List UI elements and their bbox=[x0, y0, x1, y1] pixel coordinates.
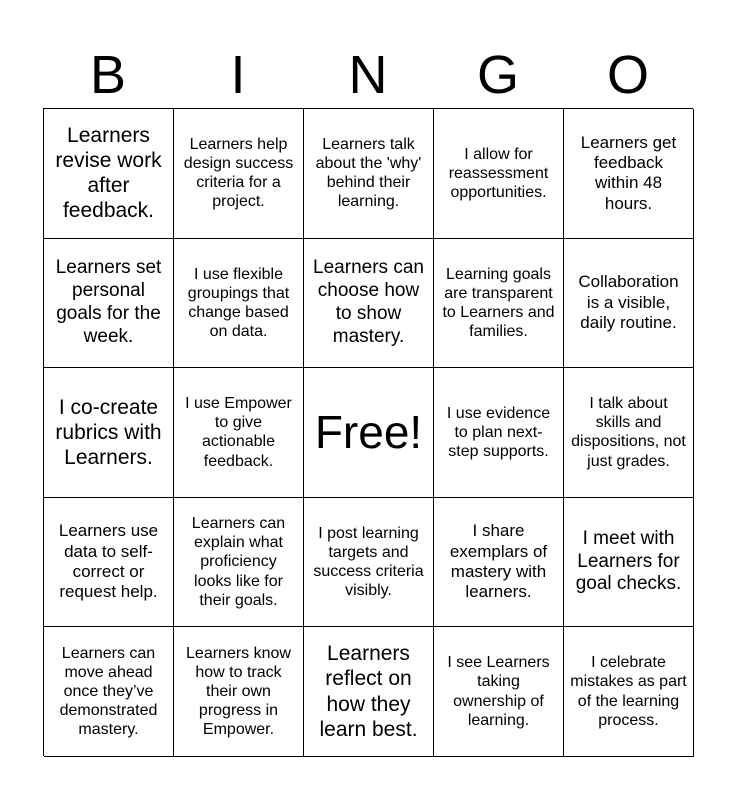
bingo-cell[interactable] bbox=[564, 627, 694, 757]
bingo-cell[interactable] bbox=[434, 239, 564, 369]
bingo-cell[interactable] bbox=[174, 368, 304, 498]
bingo-cell-text: Learners can choose how to show mastery. bbox=[313, 257, 424, 347]
bingo-cell[interactable] bbox=[434, 627, 564, 757]
header-letter-g: G bbox=[476, 45, 519, 105]
bingo-cell-text: I share exemplars of mastery with learners. bbox=[449, 521, 548, 602]
bingo-cell[interactable] bbox=[564, 109, 694, 239]
bingo-cell[interactable] bbox=[564, 368, 694, 498]
bingo-card-grid bbox=[43, 108, 693, 756]
bingo-cell-text: Learners set personal goals for the week. bbox=[55, 257, 162, 347]
bingo-cell-text: Learners help design success criteria for a project. bbox=[183, 135, 294, 211]
bingo-cell-text: I use evidence to plan next-step supports. bbox=[446, 404, 551, 461]
bingo-cell-text: Learners can move ahead once they’ve demonstrated mastery. bbox=[59, 644, 158, 739]
bingo-cell[interactable] bbox=[44, 498, 174, 628]
bingo-cell[interactable] bbox=[44, 368, 174, 498]
bingo-cell[interactable] bbox=[304, 109, 434, 239]
bingo-cell-text: I use Empower to give actionable feedback. bbox=[185, 395, 292, 470]
bingo-cell-text: Learners know how to track their own progress in Empower. bbox=[186, 644, 291, 739]
bingo-cell[interactable] bbox=[174, 109, 304, 239]
bingo-cell-text: I post learning targets and success criteria visibly. bbox=[313, 524, 424, 600]
bingo-cell[interactable] bbox=[44, 109, 174, 239]
bingo-cell-text: Learners talk about the 'why' behind their learning. bbox=[315, 135, 422, 211]
bingo-cell[interactable] bbox=[304, 239, 434, 369]
bingo-cell[interactable] bbox=[174, 627, 304, 757]
bingo-cell-text: Learners use data to self-correct or request help. bbox=[58, 521, 159, 602]
bingo-cell[interactable] bbox=[304, 627, 434, 757]
bingo-cell[interactable] bbox=[174, 239, 304, 369]
bingo-cell-text: Learning goals are transparent to Learners and families. bbox=[442, 265, 555, 341]
bingo-cell-text: Learners reflect on how they learn best. bbox=[319, 642, 418, 741]
bingo-cell-text: Learners revise work after feedback. bbox=[55, 123, 162, 223]
bingo-header bbox=[43, 42, 693, 108]
bingo-cell[interactable] bbox=[564, 498, 694, 628]
bingo-cell-text: Collaboration is a visible, daily routine. bbox=[578, 272, 679, 333]
header-letter-n: N bbox=[348, 45, 388, 105]
bingo-cell-text: I celebrate mistakes as part of the learning process. bbox=[570, 654, 687, 729]
bingo-cell[interactable] bbox=[44, 239, 174, 369]
bingo-cell-text: I co-create rubrics with Learners. bbox=[55, 395, 162, 470]
bingo-cell-text: I allow for reassessment opportunities. bbox=[448, 145, 549, 201]
bingo-cell[interactable] bbox=[564, 239, 694, 369]
bingo-cell[interactable] bbox=[434, 109, 564, 239]
bingo-cell[interactable] bbox=[304, 498, 434, 628]
header-letter-b: B bbox=[89, 45, 127, 105]
bingo-cell[interactable] bbox=[44, 627, 174, 757]
bingo-cell-text: I talk about skills and dispositions, not just grades. bbox=[571, 395, 686, 470]
header-letter-o: O bbox=[606, 45, 649, 105]
bingo-free-space[interactable] bbox=[304, 368, 434, 498]
bingo-cell[interactable] bbox=[174, 498, 304, 628]
header-letter-i: I bbox=[230, 45, 246, 105]
bingo-cell[interactable] bbox=[434, 498, 564, 628]
bingo-cell-text: I see Learners taking ownership of learning. bbox=[447, 654, 550, 729]
bingo-cell-text: Learners get feedback within 48 hours. bbox=[580, 132, 677, 213]
bingo-cell[interactable] bbox=[434, 368, 564, 498]
bingo-cell-text: Learners can explain what proficiency looks like for their goals. bbox=[191, 515, 286, 609]
bingo-cell-text: I meet with Learners for goal checks. bbox=[575, 527, 682, 595]
free-space-text: Free! bbox=[314, 405, 423, 458]
bingo-cell-text: I use flexible groupings that change based on data. bbox=[187, 265, 290, 341]
